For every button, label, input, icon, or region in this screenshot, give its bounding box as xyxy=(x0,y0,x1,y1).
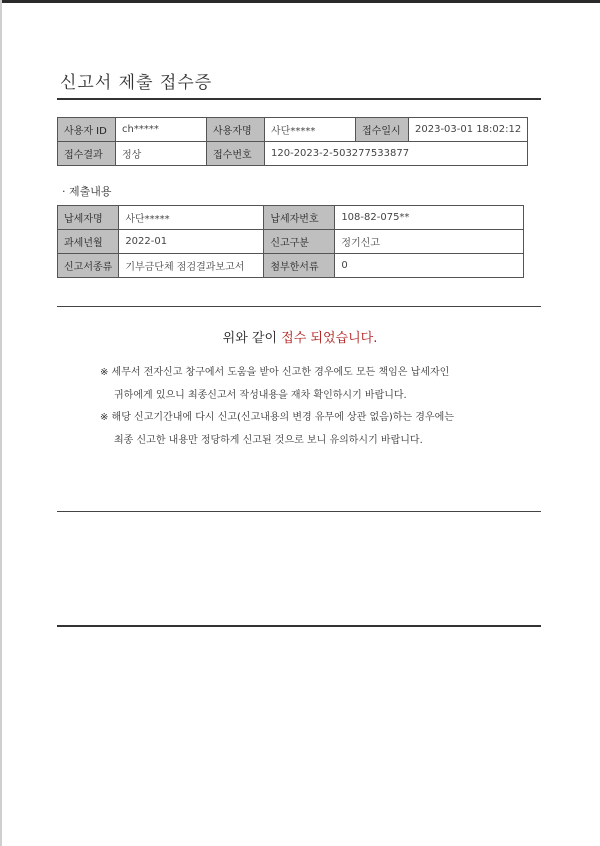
period-label: 과세년월 xyxy=(58,230,119,254)
scan-edge-top xyxy=(0,0,600,3)
table-row xyxy=(58,230,524,254)
confirmation-prefix: 위와 같이 xyxy=(222,331,282,346)
notice-line-4: 최종 신고한 내용만 정당하게 신고된 것으로 보니 유의하시기 바랍니다. xyxy=(114,434,423,446)
submission-section-title: · 제출내용 xyxy=(62,185,112,198)
content-divider xyxy=(57,306,541,307)
scan-edge-left xyxy=(0,0,2,846)
table-row xyxy=(58,142,528,166)
title-divider xyxy=(57,98,541,100)
receipt-info-table xyxy=(57,117,528,166)
attach-label: 첨부한서류 xyxy=(264,254,335,278)
page-title: 신고서 제출 접수증 xyxy=(60,73,213,93)
notice-block xyxy=(100,362,540,452)
attach-value: 0 xyxy=(335,254,524,278)
user-name-value: 사단***** xyxy=(265,118,356,142)
taxpayer-label: 납세자명 xyxy=(58,206,119,230)
notice-line-1: ※ 세무서 전자신고 창구에서 도움을 받아 신고한 경우에도 모든 책임은 납세자인 xyxy=(100,367,450,378)
user-name-label: 사용자명 xyxy=(207,118,265,142)
reg-value: 108-82-075** xyxy=(335,206,524,230)
result-value: 정상 xyxy=(116,142,207,166)
kind-label: 신고서종류 xyxy=(58,254,119,278)
footer-divider-thick xyxy=(57,625,541,627)
table-row xyxy=(58,254,524,278)
type-value: 정기신고 xyxy=(335,230,524,254)
number-value: 120-2023-2-503277533877 xyxy=(265,142,528,166)
taxpayer-value: 사단***** xyxy=(119,206,264,230)
table-row xyxy=(58,118,528,142)
user-id-label: 사용자 ID xyxy=(58,118,116,142)
period-value: 2022-01 xyxy=(119,230,264,254)
number-label: 접수번호 xyxy=(207,142,265,166)
kind-value: 기부금단체 점검결과보고서 xyxy=(119,254,264,278)
reg-label: 납세자번호 xyxy=(264,206,335,230)
user-id-value: ch***** xyxy=(116,118,207,142)
confirmation-message xyxy=(0,327,600,346)
submission-table xyxy=(57,205,524,278)
date-value: 2023-03-01 18:02:12 xyxy=(409,118,528,142)
date-label: 접수일시 xyxy=(356,118,409,142)
type-label: 신고구분 xyxy=(264,230,335,254)
footer-divider-thin xyxy=(57,511,541,512)
result-label: 접수결과 xyxy=(58,142,116,166)
notice-line-3: ※ 해당 신고기간내에 다시 신고(신고내용의 변경 유무에 상관 없음)하는 경우에는 xyxy=(100,412,454,423)
table-row xyxy=(58,206,524,230)
notice-line-2: 귀하에게 있으니 최종신고서 작성내용을 재차 확인하시기 바랍니다. xyxy=(114,389,407,401)
confirmation-highlight: 접수 되었습니다. xyxy=(281,331,378,346)
